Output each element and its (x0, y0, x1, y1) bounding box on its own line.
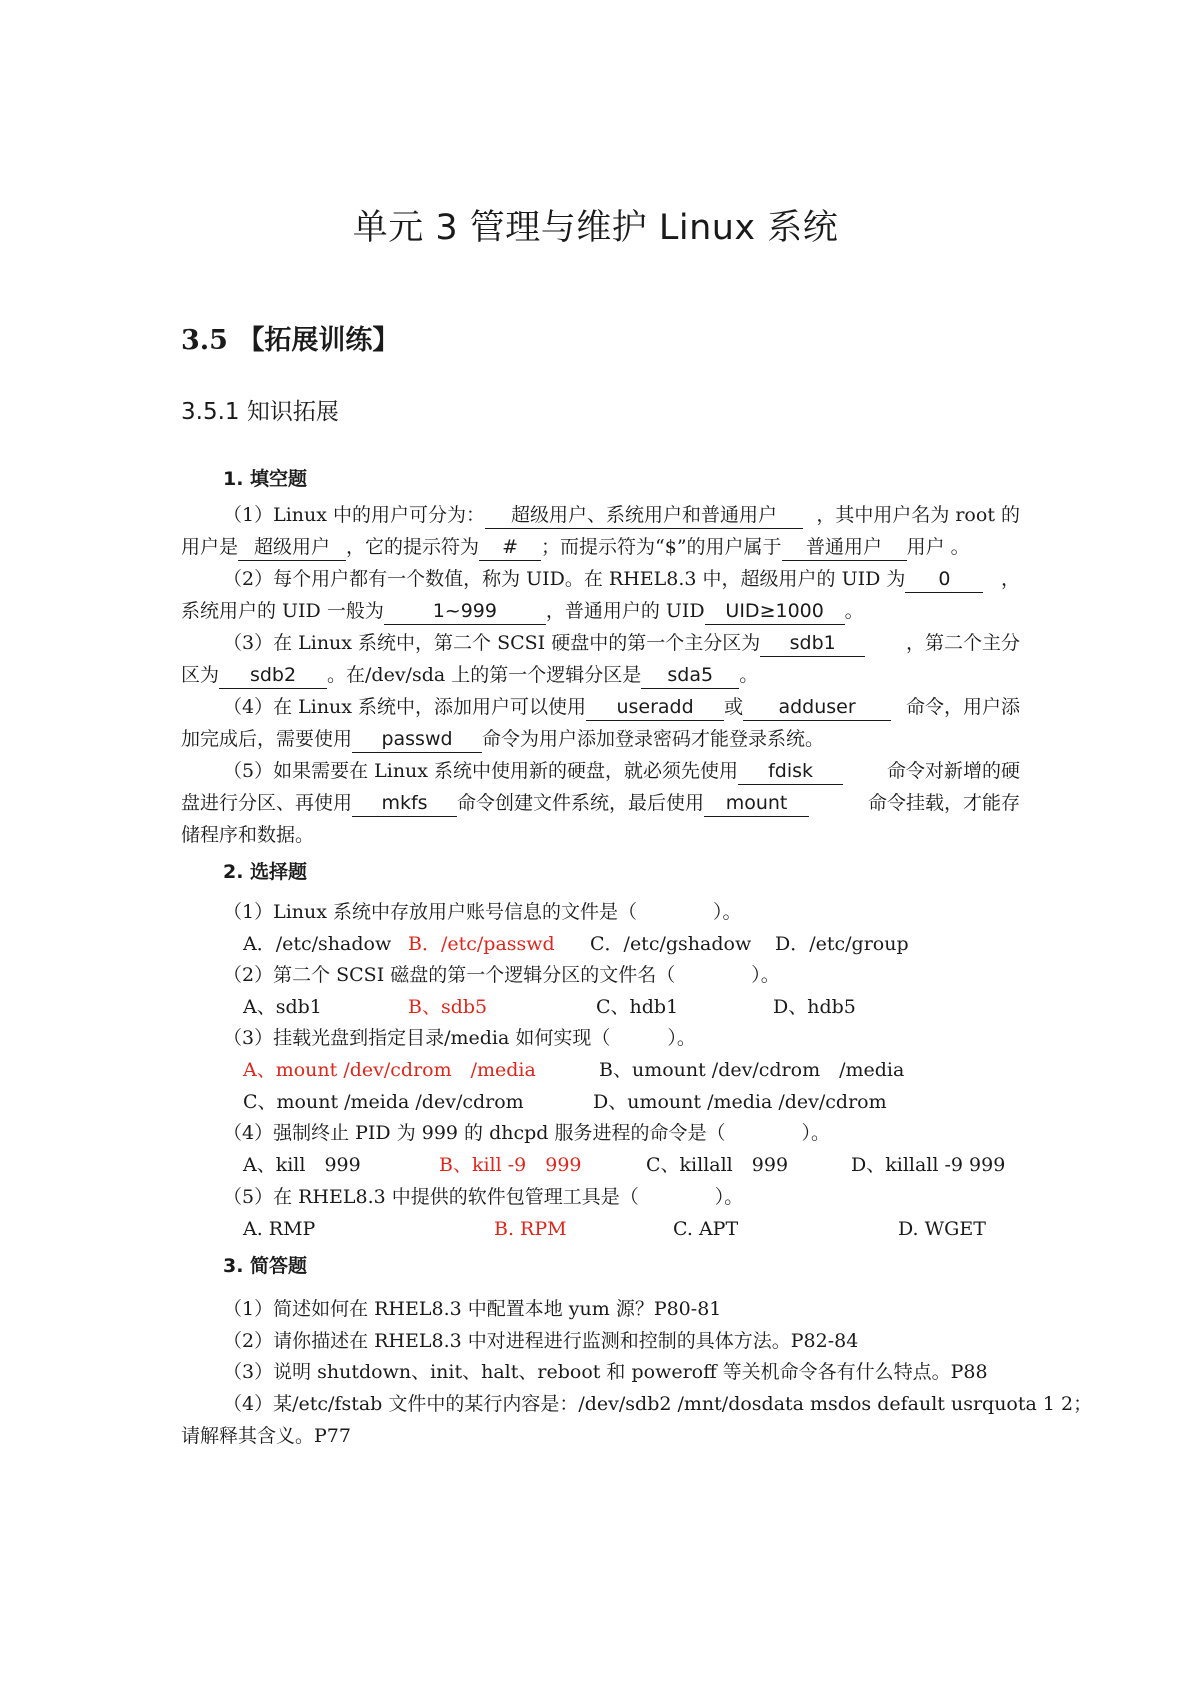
choice-q2-option-b-answer: B、sdb5 (408, 996, 488, 1018)
short-q4-cont: 请解释其含义。P77 (181, 1425, 351, 1447)
fill-q4-text: 命令为用户添加登录密码才能登录系统。 (482, 728, 825, 750)
fill-q2-text: （2）每个用户都有一个数值，称为 UID。在 RHEL8.3 中，超级用户的 UID 为 (223, 568, 906, 590)
fill-q5-line3: 储程序和数据。 (181, 824, 315, 846)
fill-q4-text: 加完成后，需要使用 (181, 728, 353, 750)
choice-q4-text: （4）强制终止 PID 为 999 的 dhcpd 服务进程的命令是（ ）。 (223, 1122, 830, 1144)
choice-q4-option-b-answer: B、kill -9 999 (439, 1154, 582, 1176)
choice-q3-option-c: C、mount /meida /dev/cdrom (243, 1091, 524, 1113)
short-q4: （4）某/etc/fstab 文件中的某行内容是：/dev/sdb2 /mnt/dosdata msdos default usrquota 1 2； (223, 1393, 1093, 1415)
section-heading: 3.5 【拓展训练】 (181, 325, 400, 356)
fill-q2-text: 系统用户的 UID 一般为 (181, 600, 384, 622)
fill-q4-text-cont: 命令，用户添 (905, 696, 1020, 718)
short-q2: （2）请你描述在 RHEL8.3 中对进程进行监测和控制的具体方法。P82-84 (223, 1330, 859, 1352)
fill-q5-line1 (223, 756, 1020, 785)
fill-q3-blank-sda5: sda5 (641, 662, 739, 689)
fill-q5-blank-mount: mount (704, 790, 809, 817)
fill-q5-text-cont: 命令挂载，才能存 (867, 792, 1020, 814)
short-answer-heading: 3. 简答题 (223, 1255, 308, 1277)
choice-q3-option-d: D、umount /media /dev/cdrom (593, 1091, 887, 1113)
fill-q1-line1 (223, 500, 1020, 529)
choice-q4-option-a: A、kill 999 (243, 1154, 361, 1176)
fill-q5-blank-mkfs: mkfs (352, 790, 457, 817)
fill-q3-blank-sdb2: sdb2 (219, 662, 327, 689)
fill-q1-blank-normal: 普通用户 (782, 534, 907, 561)
fill-q3-text: （3）在 Linux 系统中，第二个 SCSI 硬盘中的第一个主分区为 (223, 632, 761, 654)
choice-q2-text: （2）第二个 SCSI 磁盘的第一个逻辑分区的文件名（ ）。 (223, 964, 780, 986)
choice-q4-option-d: D、killall -9 999 (851, 1154, 1006, 1176)
short-q3: （3）说明 shutdown、init、halt、reboot 和 poweroff 等关机命令各有什么特点。P88 (223, 1361, 988, 1383)
fill-q2-line2 (181, 596, 864, 625)
fill-q4-text: （4）在 Linux 系统中，添加用户可以使用 (223, 696, 587, 718)
fill-q3-text: 。 (739, 664, 759, 686)
fill-q4-blank-useradd: useradd (586, 694, 724, 721)
fill-q4-blank-passwd: passwd (352, 726, 482, 753)
fill-q1-text: ，它的提示符为 (346, 536, 480, 558)
fill-q3-text: 区为 (181, 664, 220, 686)
fill-q2-text: ，普通用户的 UID (545, 600, 705, 622)
fill-q3-text-cont: ，第二个主分 (905, 632, 1020, 654)
fill-q3-line2 (181, 660, 758, 689)
choice-q1-option-c: C．/etc/gshadow (590, 933, 752, 955)
fill-q3-blank-sdb1: sdb1 (760, 630, 865, 657)
fill-q1-text-cont: ，其中用户名为 root 的 (816, 504, 1020, 526)
page-title: 单元 3 管理与维护 Linux 系统 (352, 208, 839, 248)
short-q1: （1）简述如何在 RHEL8.3 中配置本地 yum 源？P80-81 (223, 1298, 722, 1320)
fill-q5-line2 (181, 788, 1020, 817)
fill-q1-text: （1）Linux 中的用户可分为： (223, 504, 486, 526)
fill-q2-text-cont: ， (1000, 568, 1020, 590)
choice-q5-option-c: C. APT (673, 1218, 739, 1240)
fill-q2-blank-normal-uid: UID≥1000 (705, 598, 845, 625)
fill-q1-text: 用户是 (181, 536, 239, 558)
fill-q1-blank-user-types: 超级用户、系统用户和普通用户 (485, 502, 803, 529)
choice-q1-text: （1）Linux 系统中存放用户账号信息的文件是（ ）。 (223, 901, 742, 923)
fill-q4-text: 或 (724, 696, 744, 718)
choice-q2-option-c: C、hdb1 (596, 996, 679, 1018)
fill-q5-text: 盘进行分区、再使用 (181, 792, 353, 814)
subsection-heading: 3.5.1 知识拓展 (181, 399, 339, 425)
fill-q5-text-cont: 命令对新增的硬 (886, 760, 1020, 782)
choice-q5-option-b-answer: B. RPM (494, 1218, 567, 1240)
fill-q1-blank-root: 超级用户 (238, 534, 346, 561)
fill-q1-text: 用户 。 (906, 536, 970, 558)
fill-q1-text: ；而提示符为“$”的用户属于 (541, 536, 782, 558)
choice-q5-text: （5）在 RHEL8.3 中提供的软件包管理工具是（ ）。 (223, 1186, 744, 1208)
fill-q5-blank-fdisk: fdisk (738, 758, 843, 785)
fill-q4-line1 (223, 692, 1020, 721)
choice-q5-option-a: A. RMP (243, 1218, 316, 1240)
fill-q4-line2 (181, 724, 824, 753)
choice-q3-option-a-answer: A、mount /dev/cdrom /media (243, 1059, 536, 1081)
choice-q2-option-a: A、sdb1 (243, 996, 322, 1018)
choice-q4-option-c: C、killall 999 (646, 1154, 789, 1176)
fill-q5-text: 命令创建文件系统，最后使用 (457, 792, 705, 814)
fill-q2-blank-system-uid: 1~999 (384, 598, 546, 625)
fill-q3-text: 。在/dev/sda 上的第一个逻辑分区是 (327, 664, 642, 686)
choice-q3-option-b: B、umount /dev/cdrom /media (599, 1059, 905, 1081)
fill-q3-line1 (223, 628, 1020, 657)
choice-q1-option-a: A．/etc/shadow (243, 933, 392, 955)
fill-q5-text: （5）如果需要在 Linux 系统中使用新的硬盘，就必须先使用 (223, 760, 739, 782)
choice-q1-option-d: D．/etc/group (775, 933, 909, 955)
fill-q1-line2 (181, 532, 970, 561)
choice-q1-option-b-answer: B．/etc/passwd (408, 933, 555, 955)
fill-q2-blank-root-uid: 0 (905, 566, 983, 593)
fill-q2-line1 (223, 564, 1020, 593)
choice-q3-text: （3）挂载光盘到指定目录/media 如何实现（ ）。 (223, 1027, 696, 1049)
fill-blank-heading: 1. 填空题 (223, 468, 308, 490)
fill-q1-blank-prompt: # (479, 534, 541, 561)
fill-q4-blank-adduser: adduser (743, 694, 891, 721)
choice-q2-option-d: D、hdb5 (773, 996, 856, 1018)
choice-heading: 2. 选择题 (223, 861, 308, 883)
fill-q2-text: 。 (844, 600, 864, 622)
choice-q5-option-d: D. WGET (898, 1218, 986, 1240)
